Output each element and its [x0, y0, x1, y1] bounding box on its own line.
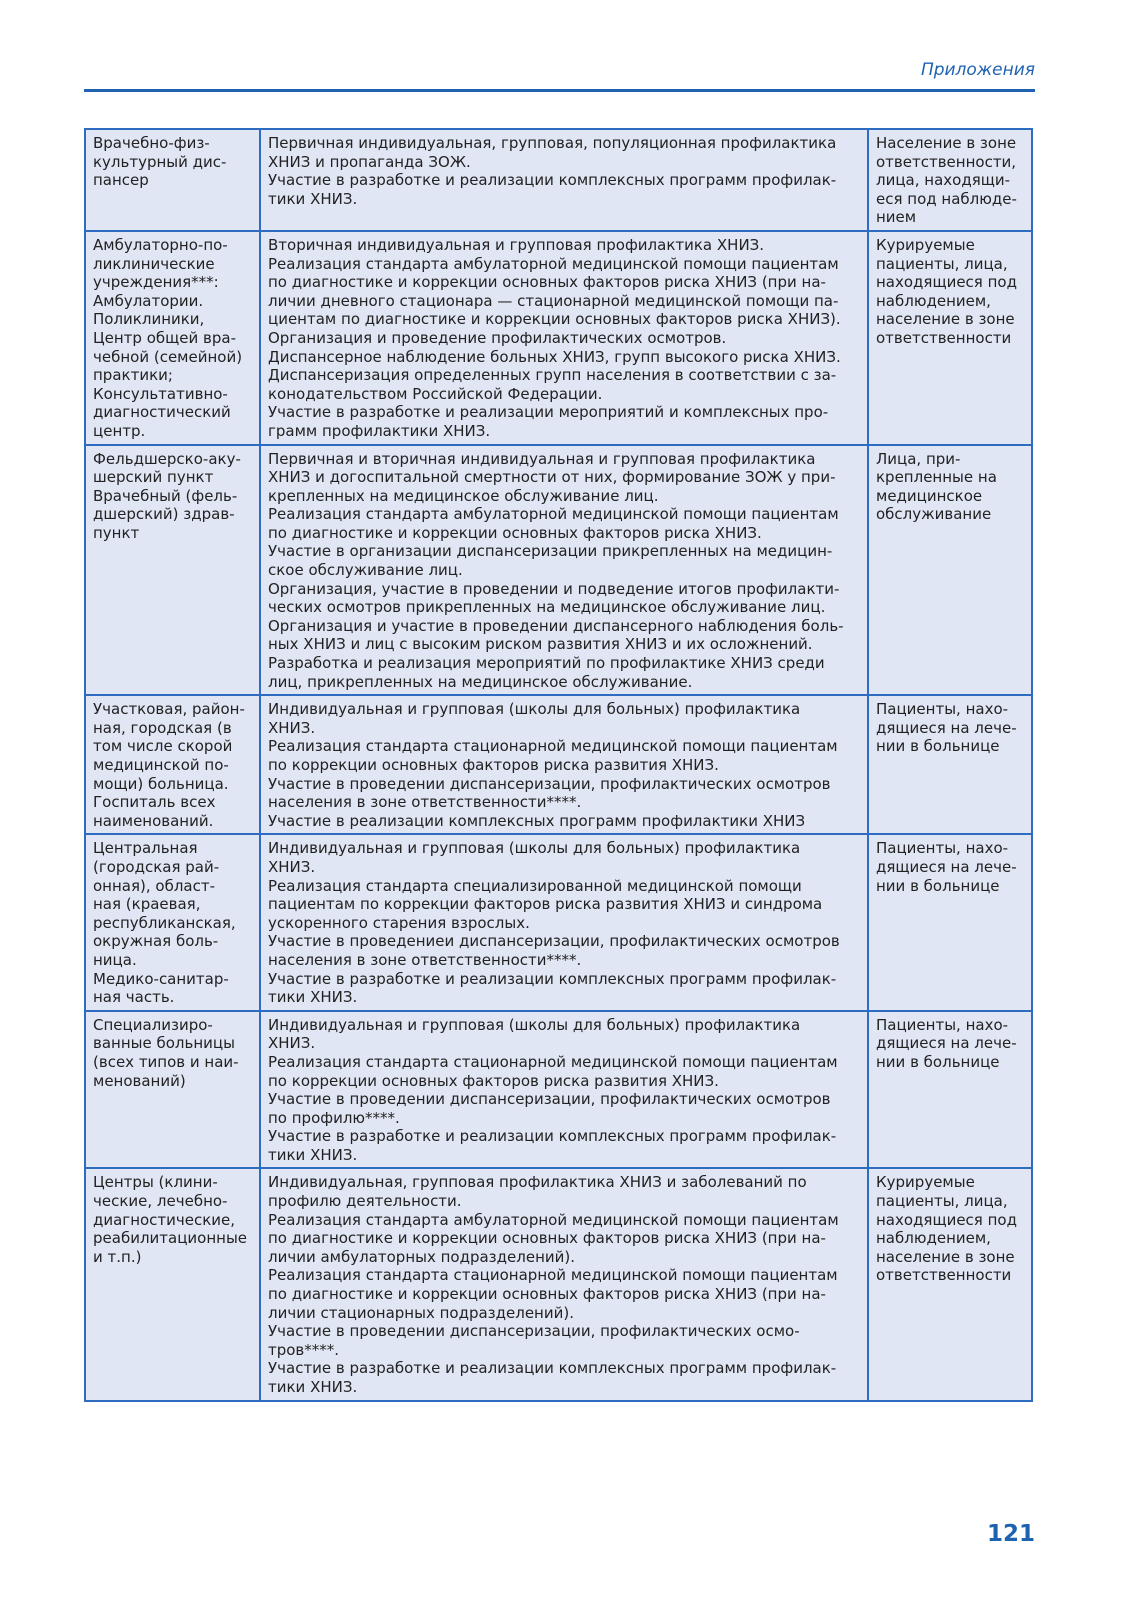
table-row: [85, 1011, 1032, 1169]
institution-cell: Центральная (городская рай- онная), област- ная (краевая, республиканская, окружная боль- ница. Медико-санитар- ная часть.: [85, 834, 260, 1010]
functions-cell: Вторичная индивидуальная и групповая профилактика ХНИЗ. Реализация стандарта амбулаторной медицинской помощи пациентам по диагностике и коррекции основных факторов риска ХНИЗ (при на- личии дневного стационара — стационарной медицинской помощи па- циентам по диагностике и коррекции основных факторов риска ХНИЗ). Организация и проведение профилактических осмотров. Диспансерное наблюдение больных ХНИЗ, групп высокого риска ХНИЗ. Диспансеризация определенных групп населения в соответствии с за- конодательством Российской Федерации. Участие в разработке и реализации мероприятий и комплексных про- грамм профилактики ХНИЗ.: [260, 231, 868, 445]
institutions-table: [84, 128, 1033, 1402]
population-cell: Курируемые пациенты, лица, находящиеся под наблюдением, население в зоне ответственности: [868, 231, 1032, 445]
table-row: [85, 445, 1032, 696]
table-row: [85, 695, 1032, 834]
table-row: [85, 1168, 1032, 1400]
institution-cell: Специализиро- ванные больницы (всех типов и наи- менований): [85, 1011, 260, 1169]
page-number: 121: [986, 1521, 1035, 1547]
population-cell: Пациенты, нахо- дящиеся на лече- нии в больнице: [868, 1011, 1032, 1169]
functions-cell: Индивидуальная и групповая (школы для больных) профилактика ХНИЗ. Реализация стандарта стационарной медицинской помощи пациентам по коррекции основных факторов риска развития ХНИЗ. Участие в проведении диспансеризации, профилактических осмотров населения в зоне ответственности****. Участие в реализации комплексных программ профилактики ХНИЗ: [260, 695, 868, 834]
functions-cell: Индивидуальная и групповая (школы для больных) профилактика ХНИЗ. Реализация стандарта стационарной медицинской помощи пациентам по коррекции основных факторов риска развития ХНИЗ. Участие в проведении диспансеризации, профилактических осмотров по профилю****. Участие в разработке и реализации комплексных программ профилак- тики ХНИЗ.: [260, 1011, 868, 1169]
population-cell: Пациенты, нахо- дящиеся на лече- нии в больнице: [868, 695, 1032, 834]
population-cell: Население в зоне ответственности, лица, находящи- еся под наблюде- нием: [868, 129, 1032, 231]
table-row: [85, 129, 1032, 231]
population-cell: Пациенты, нахо- дящиеся на лече- нии в больнице: [868, 834, 1032, 1010]
institution-cell: Центры (клини- ческие, лечебно- диагностические, реабилитационные и т.п.): [85, 1168, 260, 1400]
table-row: [85, 231, 1032, 445]
section-title: Приложения: [920, 60, 1035, 80]
institution-cell: Фельдшерско-аку- шерский пункт Врачебный (фель- дшерский) здрав- пункт: [85, 445, 260, 696]
population-cell: Лица, при- крепленные на медицинское обслуживание: [868, 445, 1032, 696]
functions-cell: Первичная индивидуальная, групповая, популяционная профилактика ХНИЗ и пропаганда ЗОЖ. Участие в разработке и реализации комплексных программ профилак- тики ХНИЗ.: [260, 129, 868, 231]
population-cell: Курируемые пациенты, лица, находящиеся под наблюдением, население в зоне ответственности: [868, 1168, 1032, 1400]
functions-cell: Индивидуальная, групповая профилактика ХНИЗ и заболеваний по профилю деятельности. Реализация стандарта амбулаторной медицинской помощи пациентам по диагностике и коррекции основных факторов риска ХНИЗ (при на- личии амбулаторных подразделений). Реализация стандарта стационарной медицинской помощи пациентам по диагностике и коррекции основных факторов риска ХНИЗ (при на- личии стационарных подразделений). Участие в проведении диспансеризации, профилактических осмо- тров****. Участие в разработке и реализации комплексных программ профилак- тики ХНИЗ.: [260, 1168, 868, 1400]
functions-cell: Индивидуальная и групповая (школы для больных) профилактика ХНИЗ. Реализация стандарта специализированной медицинской помощи пациентам по коррекции факторов риска развития ХНИЗ и синдрома ускоренного старения взрослых. Участие в проведениеи диспансеризации, профилактических осмотров населения в зоне ответственности****. Участие в разработке и реализации комплексных программ профилак- тики ХНИЗ.: [260, 834, 868, 1010]
table-row: [85, 834, 1032, 1010]
institution-cell: Амбулаторно-по- ликлинические учреждения***: Амбулатории. Поликлиники, Центр общей вра- чебной (семейной) практики; Консультативно- диагностический центр.: [85, 231, 260, 445]
functions-cell: Первичная и вторичная индивидуальная и групповая профилактика ХНИЗ и догоспитальной смертности от них, формирование ЗОЖ у при- крепленных на медицинское обслуживание лиц. Реализация стандарта амбулаторной медицинской помощи пациентам по диагностике и коррекции основных факторов риска ХНИЗ. Участие в организации диспансеризации прикрепленных на медицин- ское обслуживание лиц. Организация, участие в проведении и подведение итогов профилакти- ческих осмотров прикрепленных на медицинское обслуживание лиц. Организация и участие в проведении диспансерного наблюдения боль- ных ХНИЗ и лиц с высоким риском развития ХНИЗ и их осложнений. Разработка и реализация мероприятий по профилактике ХНИЗ среди лиц, прикрепленных на медицинское обслуживание.: [260, 445, 868, 696]
institution-cell: Врачебно-физ- культурный дис- пансер: [85, 129, 260, 231]
institution-cell: Участковая, район- ная, городская (в том числе скорой медицинской по- мощи) больница. Госпиталь всех наименований.: [85, 695, 260, 834]
header-divider: [84, 89, 1035, 92]
